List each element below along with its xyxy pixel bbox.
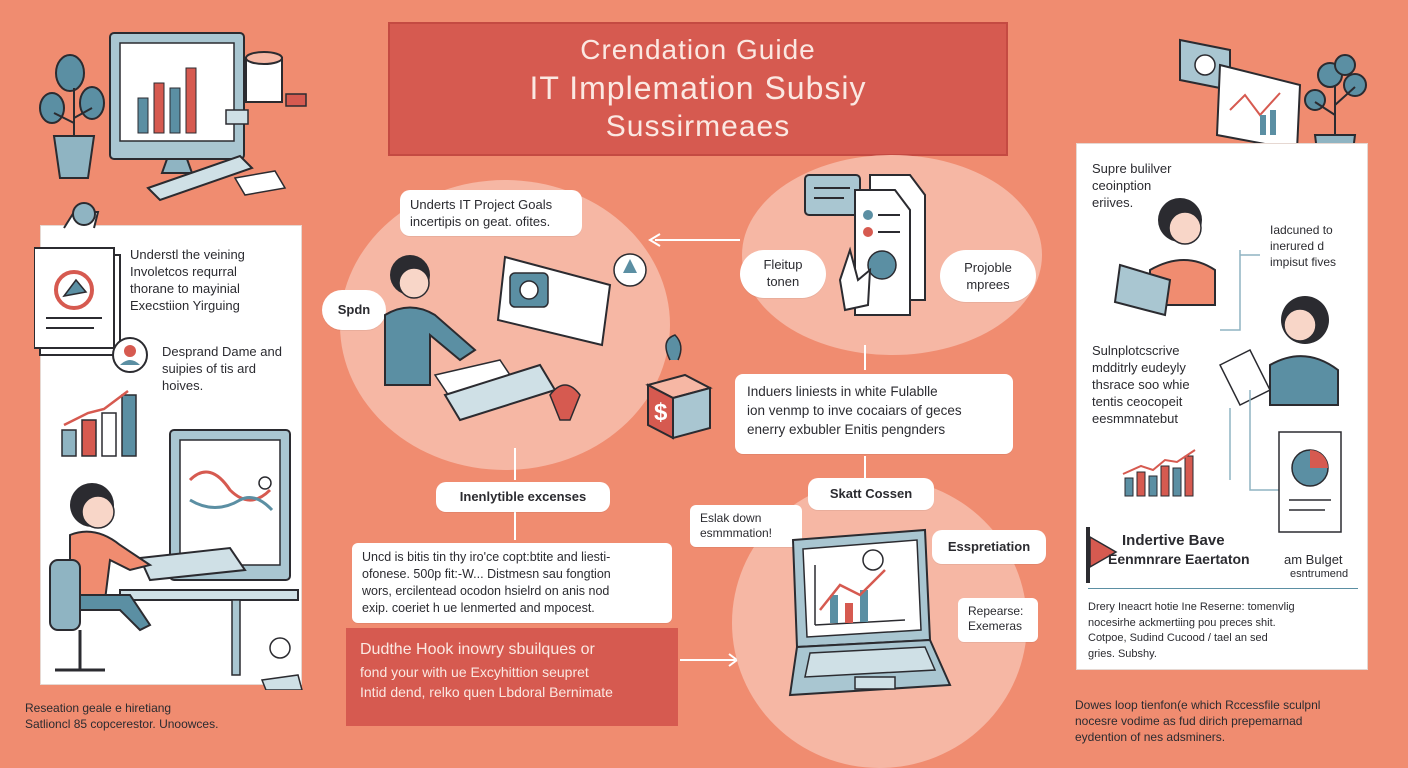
incentive-budget: am Bulget	[1284, 552, 1343, 567]
industry-info-box: Induers liniests in white Fulablle ion venmp to inve cocaiars of geces enerry exbubler Enitis pengnders	[735, 374, 1013, 454]
description-box: Uncd is bitis tin thy iro'ce copt:btite and liesti- ofonese. 500p fit:-W... Distmesn sau fongtion wors, ercilentead ocodon hsielrd on anis nod exip. coeriet h ue lenmerted and mpocest.	[352, 543, 672, 623]
incentive-title: Indertive Bave	[1122, 532, 1225, 549]
left-panel-text-1: Understl the veining Involetcos requrral thorane to mayinial Execstiion Yirguing	[130, 247, 245, 313]
eslak-bubble: Eslak down esmmmation!	[690, 505, 802, 547]
title-line-2: IT Implemation Subsiy	[529, 70, 867, 106]
laptop-chart-illustration	[785, 525, 955, 705]
incentive-subtitle: Eenmnrare Eaertaton	[1108, 551, 1250, 567]
skatt-label: Skatt Cossen	[808, 478, 934, 510]
expenses-label: Inenlytible excenses	[436, 482, 610, 512]
pie-report-icon	[1275, 430, 1345, 535]
projoble-bubble: Projoble mprees	[940, 250, 1036, 302]
right-top-text: Supre bulilver ceoinption eriives.	[1092, 161, 1172, 210]
fleitup-bubble: Fleitup tonen	[740, 250, 826, 298]
highlight-red-box: Dudthe Hook inowry sbuilques or fond your with ue Excyhittion seupret Intid dend, relko quen Lbdoral Bernimate	[346, 628, 678, 726]
spdn-bubble: Spdn	[322, 290, 386, 330]
svg-text:$: $	[654, 399, 668, 426]
repearse-bubble: Repearse: Exemeras	[958, 598, 1038, 642]
right-bottom-text: Drery Ineacrt hotie Ine Reserne: tomenvlig nocesirhe ackmertiing pou preces shit. Cotpoe, Sudind Cucood / tael an sed gries. Subshy.	[1088, 601, 1295, 660]
esspretation-label: Esspretiation	[932, 530, 1046, 564]
title-line-3: Sussirmeaes	[605, 110, 791, 143]
right-bar-chart-icon	[1115, 448, 1205, 500]
right-footer-text: Dowes loop tienfon(e which Rccessfile sculpnl nocesre vodime as fud dirich prepemarnad eydention of nes adsminers.	[1075, 698, 1321, 744]
right-mid-text: Sulnplotcscrive mdditrly eudeyly thsrace soo whie tentis ceocopeit eesmmnatebut	[1092, 343, 1190, 426]
right-side-text: Iadcuned to inerured d impisut fives	[1270, 223, 1337, 269]
left-panel-text-2: Desprand Dame and suipies of tis ard hoives.	[162, 344, 282, 393]
left-footer-text: Reseation geale e hiretiang Satlioncl 85 copcerestor. Unoowces.	[25, 701, 219, 731]
incentive-small: esntrumend	[1290, 568, 1349, 580]
right-divider	[1088, 588, 1358, 589]
project-goals-bubble: Underts IT Project Goals incertipis on geat. ofites.	[400, 190, 582, 236]
title-line-1: Crendation Guide	[580, 34, 816, 65]
